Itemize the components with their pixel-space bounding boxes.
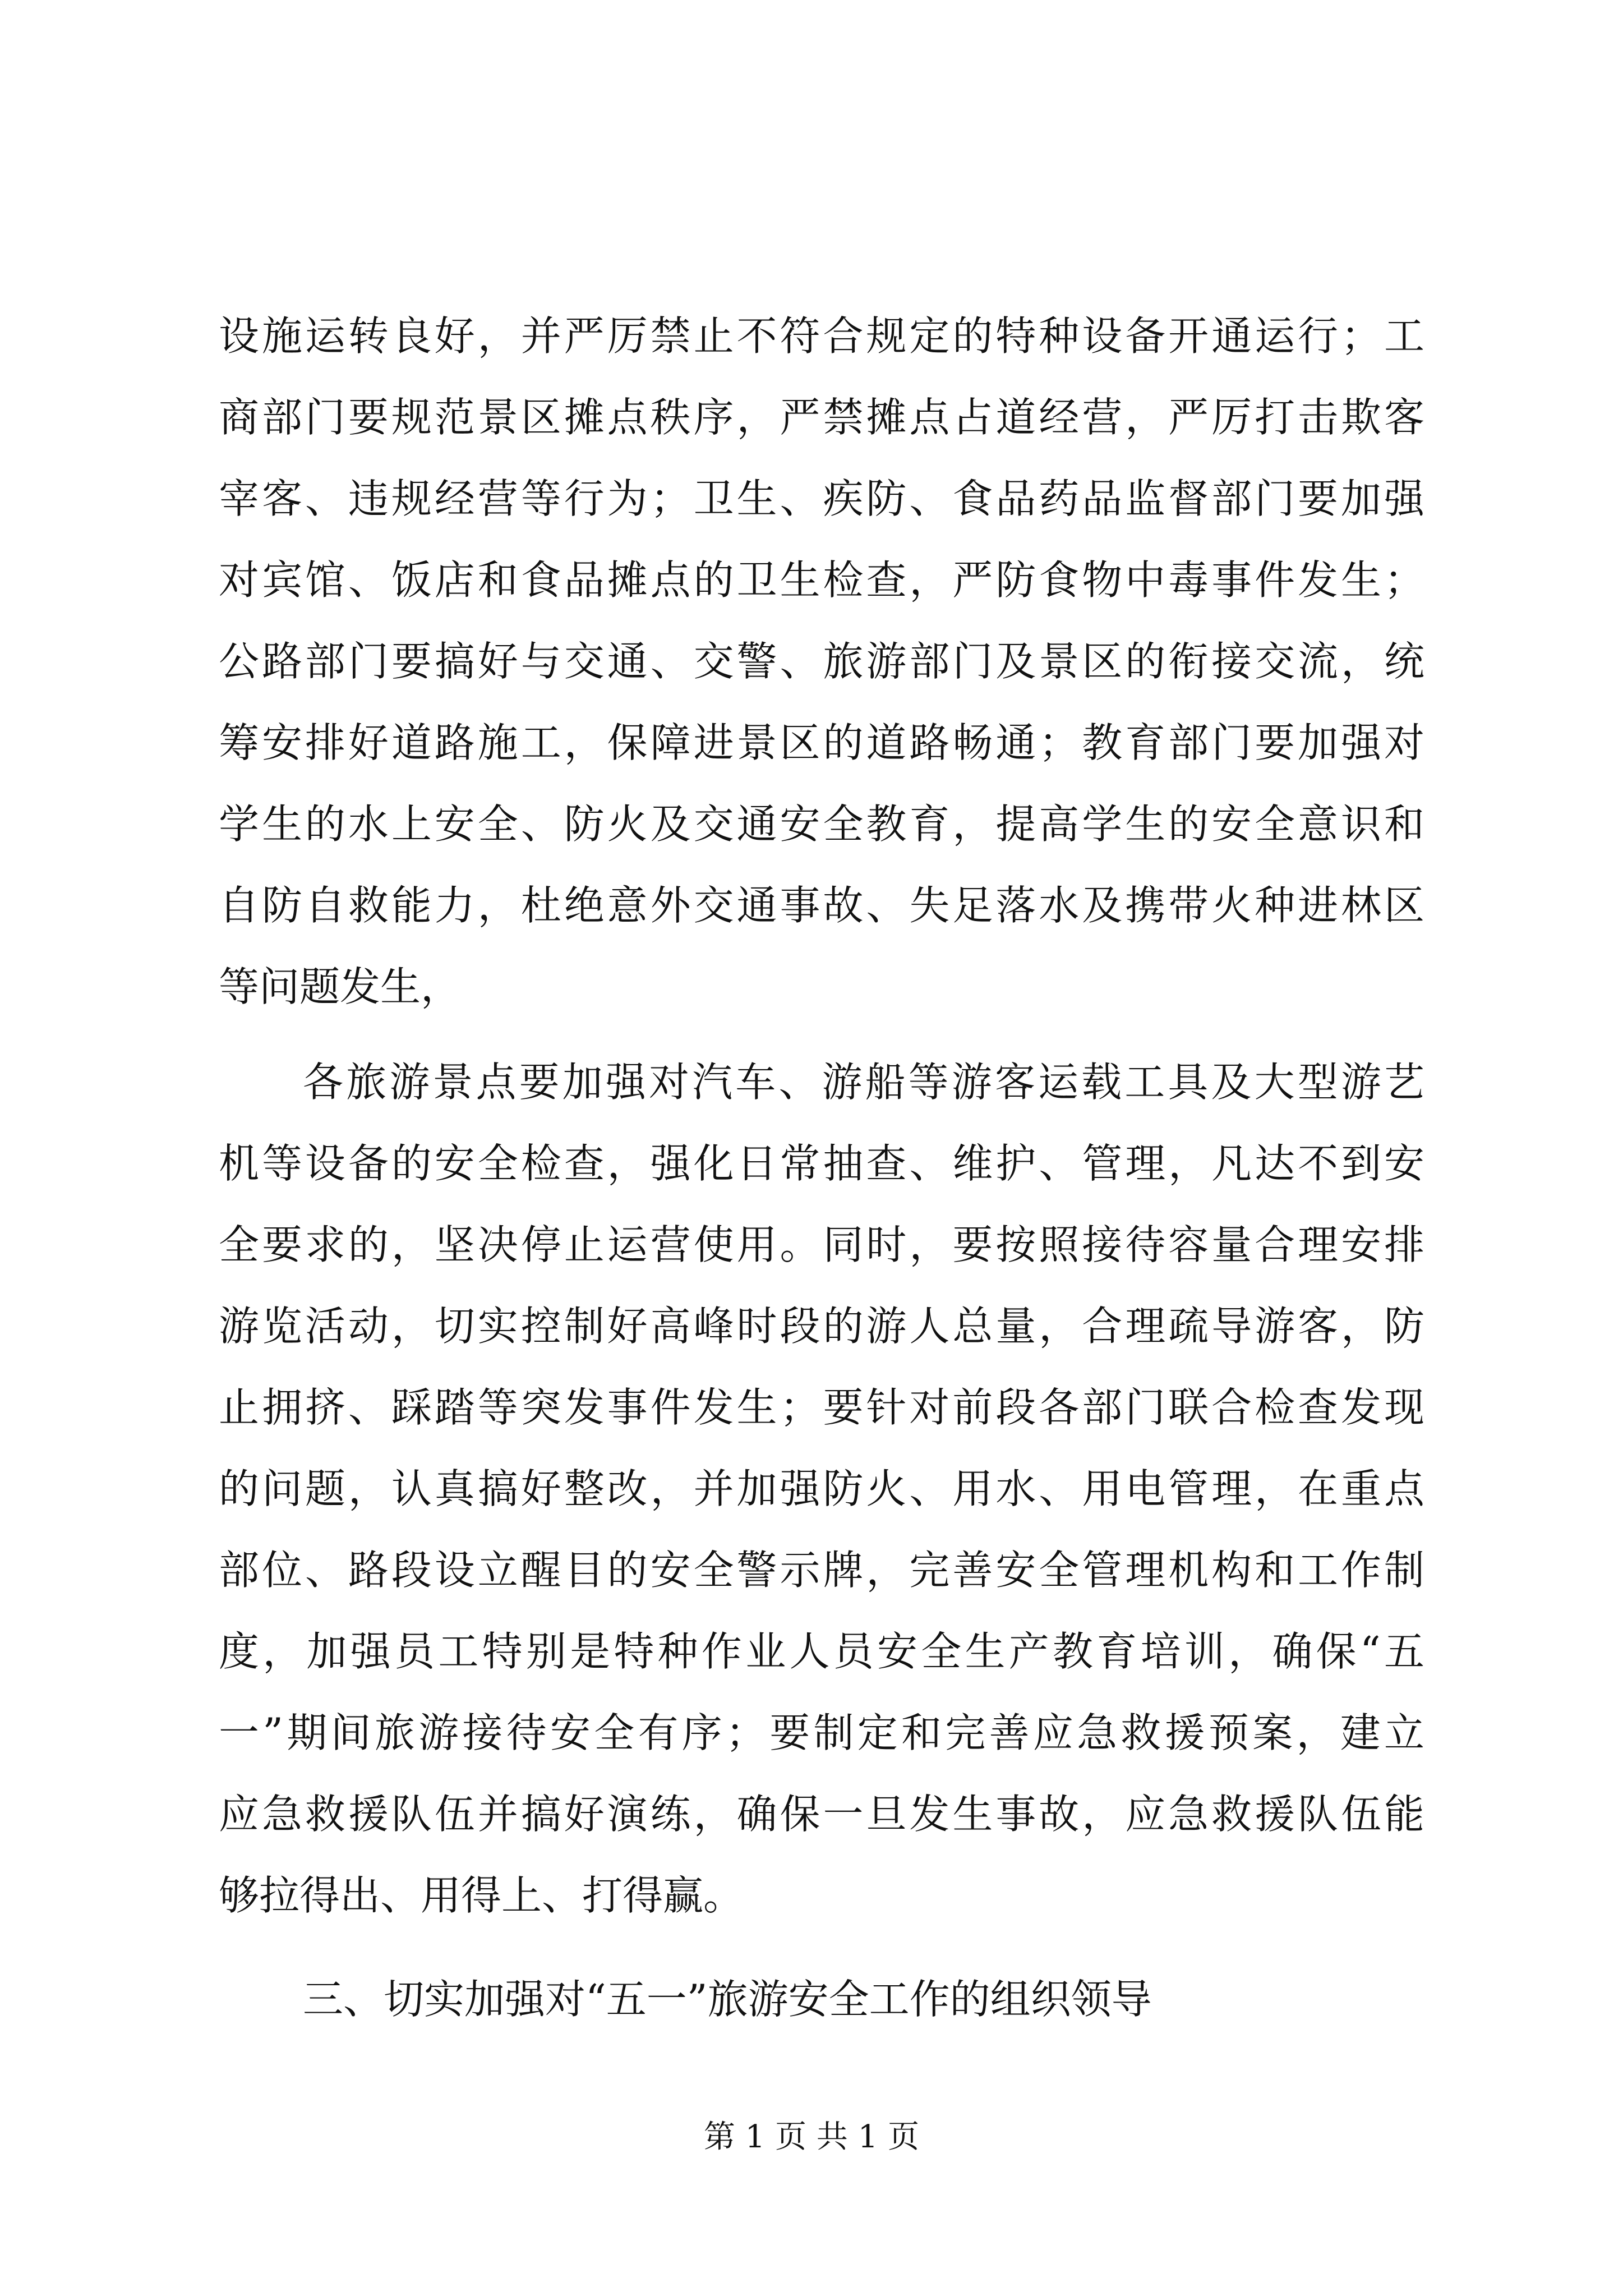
paragraph-line: 游览活动，切实控制好高峰时段的游人总量，合理疏导游客，防 (219, 1303, 1424, 1350)
paragraph-line-last: 等问题发生， (219, 963, 462, 1010)
paragraph-line: 全要求的，坚决停止运营使用。同时，要按照接待容量合理安排 (219, 1221, 1424, 1268)
paragraph-line: 宰客、违规经营等行为；卫生、疾防、食品药品监督部门要加强 (219, 475, 1424, 522)
paragraph-line: 筹安排好道路施工，保障进景区的道路畅通；教育部门要加强对 (219, 719, 1424, 766)
paragraph-line: 的问题，认真搞好整改，并加强防火、用水、用电管理，在重点 (219, 1465, 1424, 1512)
paragraph-line: 度，加强员工特别是特种作业人员安全生产教育培训，确保“五 (219, 1628, 1424, 1675)
paragraph-line: 公路部门要搞好与交通、交警、旅游部门及景区的衔接交流，统 (219, 638, 1424, 685)
paragraph-2 (219, 1042, 1424, 1936)
paragraph-line: 自防自救能力，杜绝意外交通事故、失足落水及携带火种进林区 (219, 882, 1424, 929)
paragraph-line-last: 够拉得出、用得上、打得赢。 (219, 1872, 744, 1919)
section-heading: 三、切实加强对“五一”旅游安全工作的组织领导 (303, 1976, 1152, 2023)
paragraph-line: 对宾馆、饭店和食品摊点的卫生检查，严防食物中毒事件发生； (219, 556, 1424, 604)
paragraph-line: 一”期间旅游接待安全有序；要制定和完善应急救援预案，建立 (219, 1709, 1424, 1756)
paragraph-line-first: 各旅游景点要加强对汽车、游船等游客运载工具及大型游艺 (303, 1059, 1424, 1106)
paragraph-line: 止拥挤、踩踏等突发事件发生；要针对前段各部门联合检查发现 (219, 1384, 1424, 1431)
paragraph-gap (219, 1028, 1424, 1042)
paragraph-line: 应急救援队伍并搞好演练，确保一旦发生事故，应急救援队伍能 (219, 1791, 1424, 1838)
paragraph-line: 学生的水上安全、防火及交通安全教育，提高学生的安全意识和 (219, 800, 1424, 848)
page-footer: 第 1 页 共 1 页 (703, 2119, 920, 2155)
paragraph-line: 设施运转良好，并严厉禁止不符合规定的特种设备开通运行；工 (219, 312, 1424, 360)
paragraph-line: 商部门要规范景区摊点秩序，严禁摊点占道经营，严厉打击欺客 (219, 394, 1424, 441)
paragraph-line: 机等设备的安全检查，强化日常抽查、维护、管理，凡达不到安 (219, 1140, 1424, 1187)
document-body (219, 296, 1424, 2040)
paragraph-1 (219, 296, 1424, 1028)
paragraph-line: 部位、路段设立醒目的安全警示牌，完善安全管理机构和工作制 (219, 1547, 1424, 1594)
